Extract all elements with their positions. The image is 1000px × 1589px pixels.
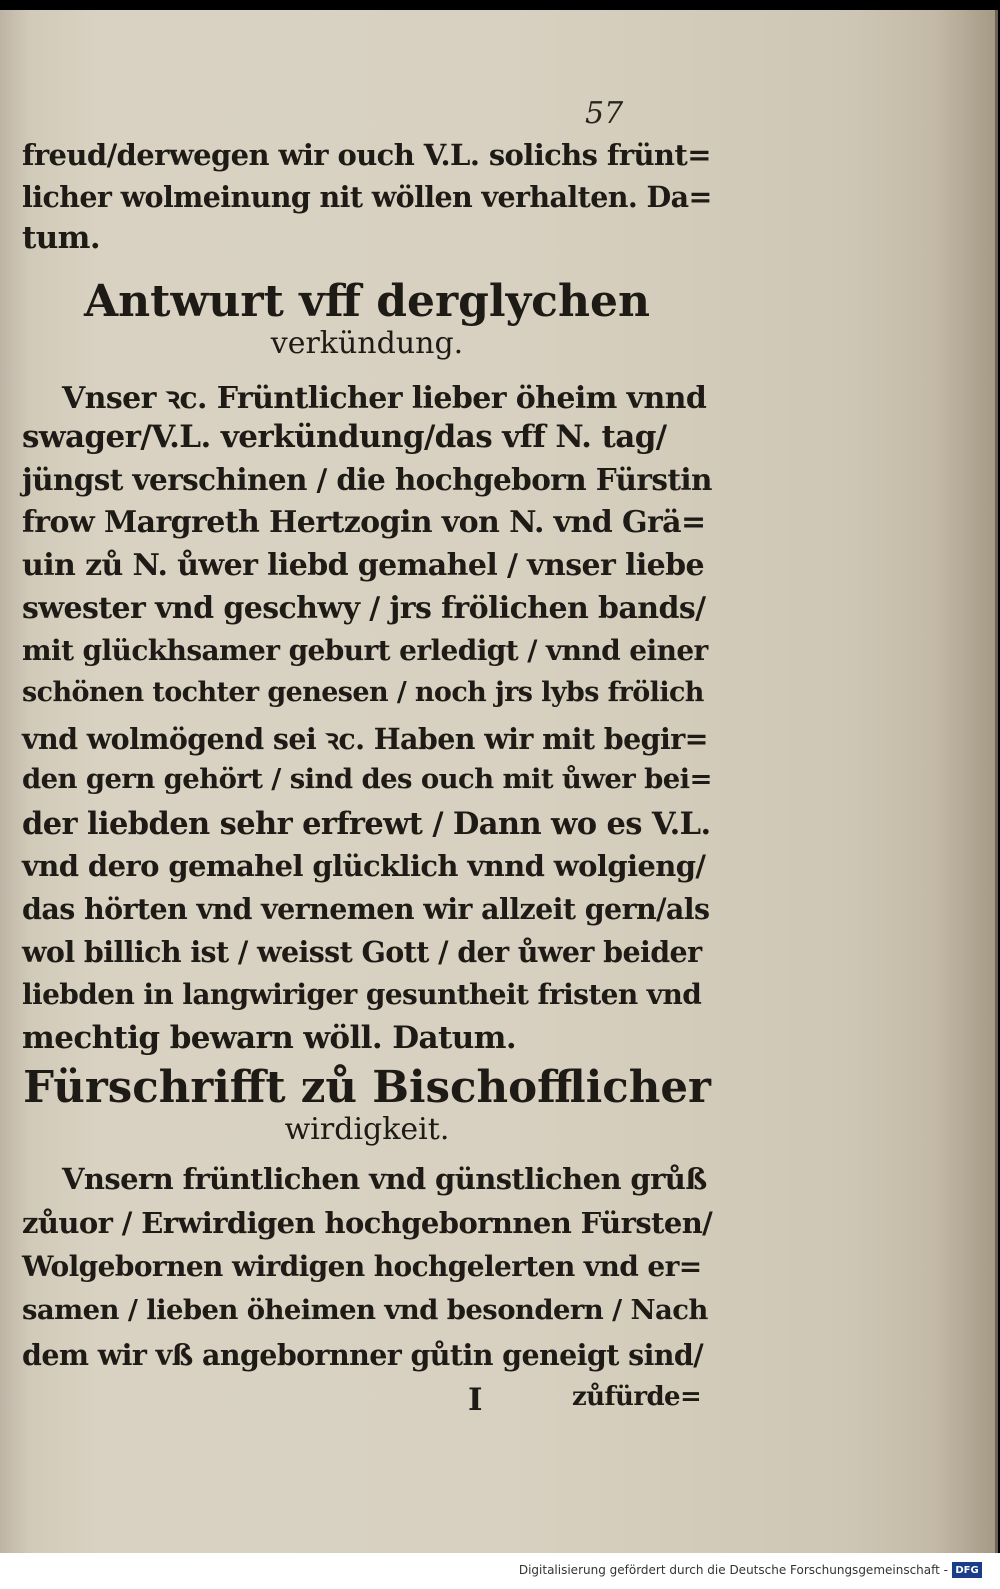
- text-line: freud/derwegen wir ouch V.L. solichs frünt=: [22, 138, 711, 172]
- text-line: zůuor / Erwirdigen hochgebornnen Fürsten/: [22, 1206, 713, 1240]
- text-line: vnd dero gemahel glücklich vnnd wolgieng/: [22, 849, 706, 883]
- funding-notice: Digitalisierung gefördert durch die Deutsche Forschungsgemeinschaft -: [518, 1563, 948, 1577]
- section-subheading-1: verkündung.: [270, 326, 464, 361]
- footer-bar: [0, 1553, 1000, 1589]
- catchword: zůfürde=: [572, 1382, 702, 1412]
- text-line: schönen tochter genesen / noch jrs lybs frölich: [22, 677, 704, 708]
- text-line: tum.: [22, 220, 101, 256]
- text-line: liebden in langwiriger gesuntheit fristen vnd: [22, 978, 702, 1011]
- text-line: Wolgebornen wirdigen hochgelerten vnd er=: [22, 1250, 702, 1283]
- text-line: uin zů N. ůwer liebd gemahel / vnser liebe: [22, 548, 704, 583]
- page-number: 57: [585, 96, 624, 131]
- text-line: den gern gehört / sind des ouch mit ůwer bei=: [22, 763, 712, 795]
- text-line: vnd wolmögend sei ꝛc. Haben wir mit begir=: [22, 722, 708, 756]
- text-line: Vnser ꝛc. Früntlicher lieber öheim vnnd: [62, 381, 707, 416]
- text-line: Vnsern früntlichen vnd günstlichen grůß: [62, 1162, 707, 1196]
- text-line: frow Margreth Hertzogin von N. vnd Grä=: [22, 505, 706, 540]
- section-heading-1: Antwurt vff derglychen: [84, 276, 650, 327]
- text-line: mechtig bewarn wöll. Datum.: [22, 1020, 517, 1056]
- text-line: wol billich ist / weisst Gott / der ůwer beider: [22, 935, 702, 969]
- text-line: mit glückhsamer geburt erledigt / vnnd einer: [22, 634, 708, 667]
- text-line: samen / lieben öheimen vnd besondern / Nach: [22, 1294, 708, 1326]
- text-line: swester vnd geschwy / jrs frölichen bands/: [22, 591, 706, 626]
- text-line: das hörten vnd vernemen wir allzeit gern/als: [22, 892, 710, 926]
- text-line: dem wir vß angebornner gůtin geneigt sind/: [22, 1338, 704, 1372]
- section-subheading-2: wirdigkeit.: [284, 1112, 450, 1147]
- dfg-logo-icon: DFG: [952, 1562, 982, 1578]
- text-line: licher wolmeinung nit wöllen verhalten. Da=: [22, 180, 712, 214]
- text-line: swager/V.L. verkündung/das vff N. tag/: [22, 419, 667, 455]
- text-line: der liebden sehr erfrewt / Dann wo es V.L.: [22, 806, 711, 842]
- section-heading-2: Fürschrifft zů Bischofflicher: [23, 1062, 711, 1113]
- text-line: jüngst verschinen / die hochgeborn Fürstin: [22, 462, 712, 497]
- book-page: [0, 10, 998, 1553]
- signature-mark: I: [468, 1382, 482, 1418]
